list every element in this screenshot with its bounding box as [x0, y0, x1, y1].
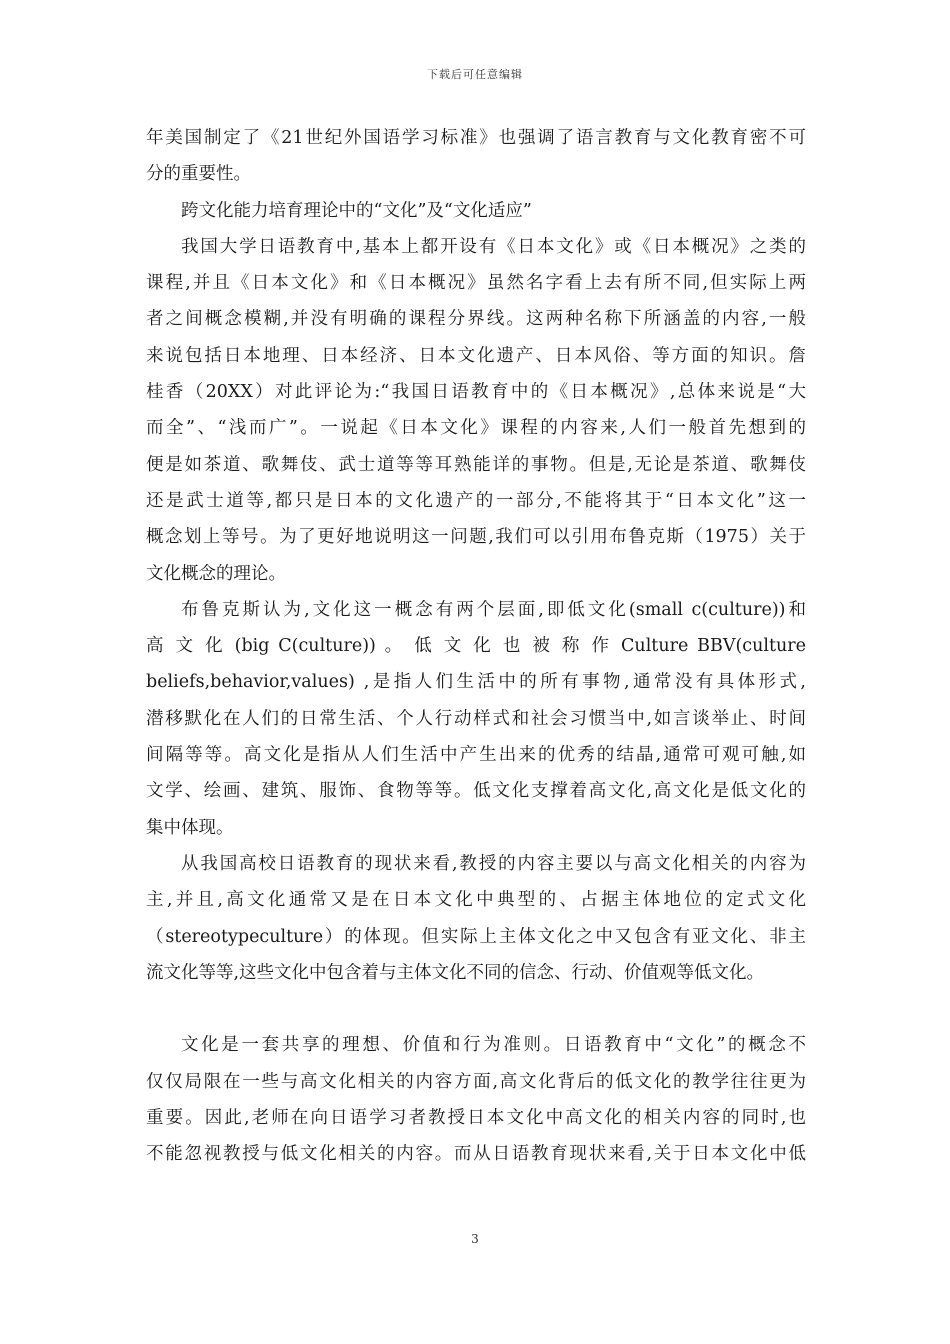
text-line: 间隔等等。高文化是指从人们生活中产生出来的优秀的结晶,通常可观可触,如 [146, 745, 806, 766]
text-line: 课程,并且《日本文化》和《日本概况》虽然名字看上去有所不同,但实际上两 [146, 273, 806, 294]
document-body [146, 120, 806, 1173]
text-line: 文化是一套共享的理想、价值和行为准则。日语教育中“文化”的概念不 [181, 1035, 806, 1056]
text-line: 流文化等等,这些文化中包含着与主体文化不同的信念、行动、价值观等低文化。 [146, 962, 765, 983]
text-line: 仅仅局限在一些与高文化相关的内容方面,高文化背后的低文化的教学往往更为 [146, 1071, 806, 1092]
text-line: 潜移默化在人们的日常生活、个人行动样式和社会习惯当中,如言谈举止、时间 [146, 708, 806, 729]
text-line: 分的重要性。 [146, 164, 251, 185]
text-line: beliefs,behavior,values) ,是指人们生活中的所有事物,通常没有具体形式, [146, 672, 806, 693]
text-line: 主,并且,高文化通常又是在日本文化中典型的、占据主体地位的定式文化 [146, 890, 806, 911]
text-line: 来说包括日本地理、日本经济、日本文化遗产、日本风俗、等方面的知识。詹 [146, 345, 806, 366]
paragraph-gap [146, 991, 806, 1027]
text-line: 还是武士道等,都只是日本的文化遗产的一部分,不能将其于“日本文化”这一 [146, 490, 806, 511]
text-line: 便是如茶道、歌舞伎、武士道等等耳熟能详的事物。但是,无论是茶道、歌舞伎 [146, 454, 806, 475]
text-line: 布鲁克斯认为,文化这一概念有两个层面,即低文化(small c(culture))和 [181, 599, 806, 620]
text-line: 而全”、“浅而广”。一说起《日本文化》课程的内容来,人们一般首先想到的 [146, 418, 806, 439]
text-line: 不能忽视教授与低文化相关的内容。而从日语教育现状来看,关于日本文化中低 [146, 1144, 806, 1165]
text-line: 年美国制定了《21世纪外国语学习标准》也强调了语言教育与文化教育密不可 [146, 128, 806, 148]
text-line: （stereotypeculture）的体现。但实际上主体文化之中又包含有亚文化、非主 [146, 926, 806, 947]
text-line: 桂香（20XX）对此评论为:“我国日语教育中的《日本概况》,总体来说是“大 [146, 382, 806, 403]
text-line: 文化概念的理论。 [146, 563, 286, 584]
text-line: 从我国高校日语教育的现状来看,教授的内容主要以与高文化相关的内容为 [181, 853, 806, 874]
text-line: 概念划上等号。为了更好地说明这一问题,我们可以引用布鲁克斯（1975）关于 [146, 527, 806, 548]
section-heading: 跨文化能力培育理论中的“文化”及“文化适应” [181, 200, 532, 221]
page-header: 下载后可任意编辑 [427, 68, 523, 81]
text-line: 集中体现。 [146, 817, 234, 838]
text-line: 文学、绘画、建筑、服饰、食物等等。低文化支撑着高文化,高文化是低文化的 [146, 781, 806, 802]
text-line: 者之间概念模糊,并没有明确的课程分界线。这两种名称下所涵盖的内容,一般 [146, 309, 806, 330]
page-number: 3 [471, 1232, 479, 1246]
text-line: 高 文 化 (big C(culture)) 。 低 文 化 也 被 称 作 Culture BBV(culture [146, 636, 806, 657]
text-line: 重要。因此,老师在向日语学习者教授日本文化中高文化的相关内容的同时,也 [146, 1108, 806, 1129]
text-line: 我国大学日语教育中,基本上都开设有《日本文化》或《日本概况》之类的 [181, 236, 806, 257]
